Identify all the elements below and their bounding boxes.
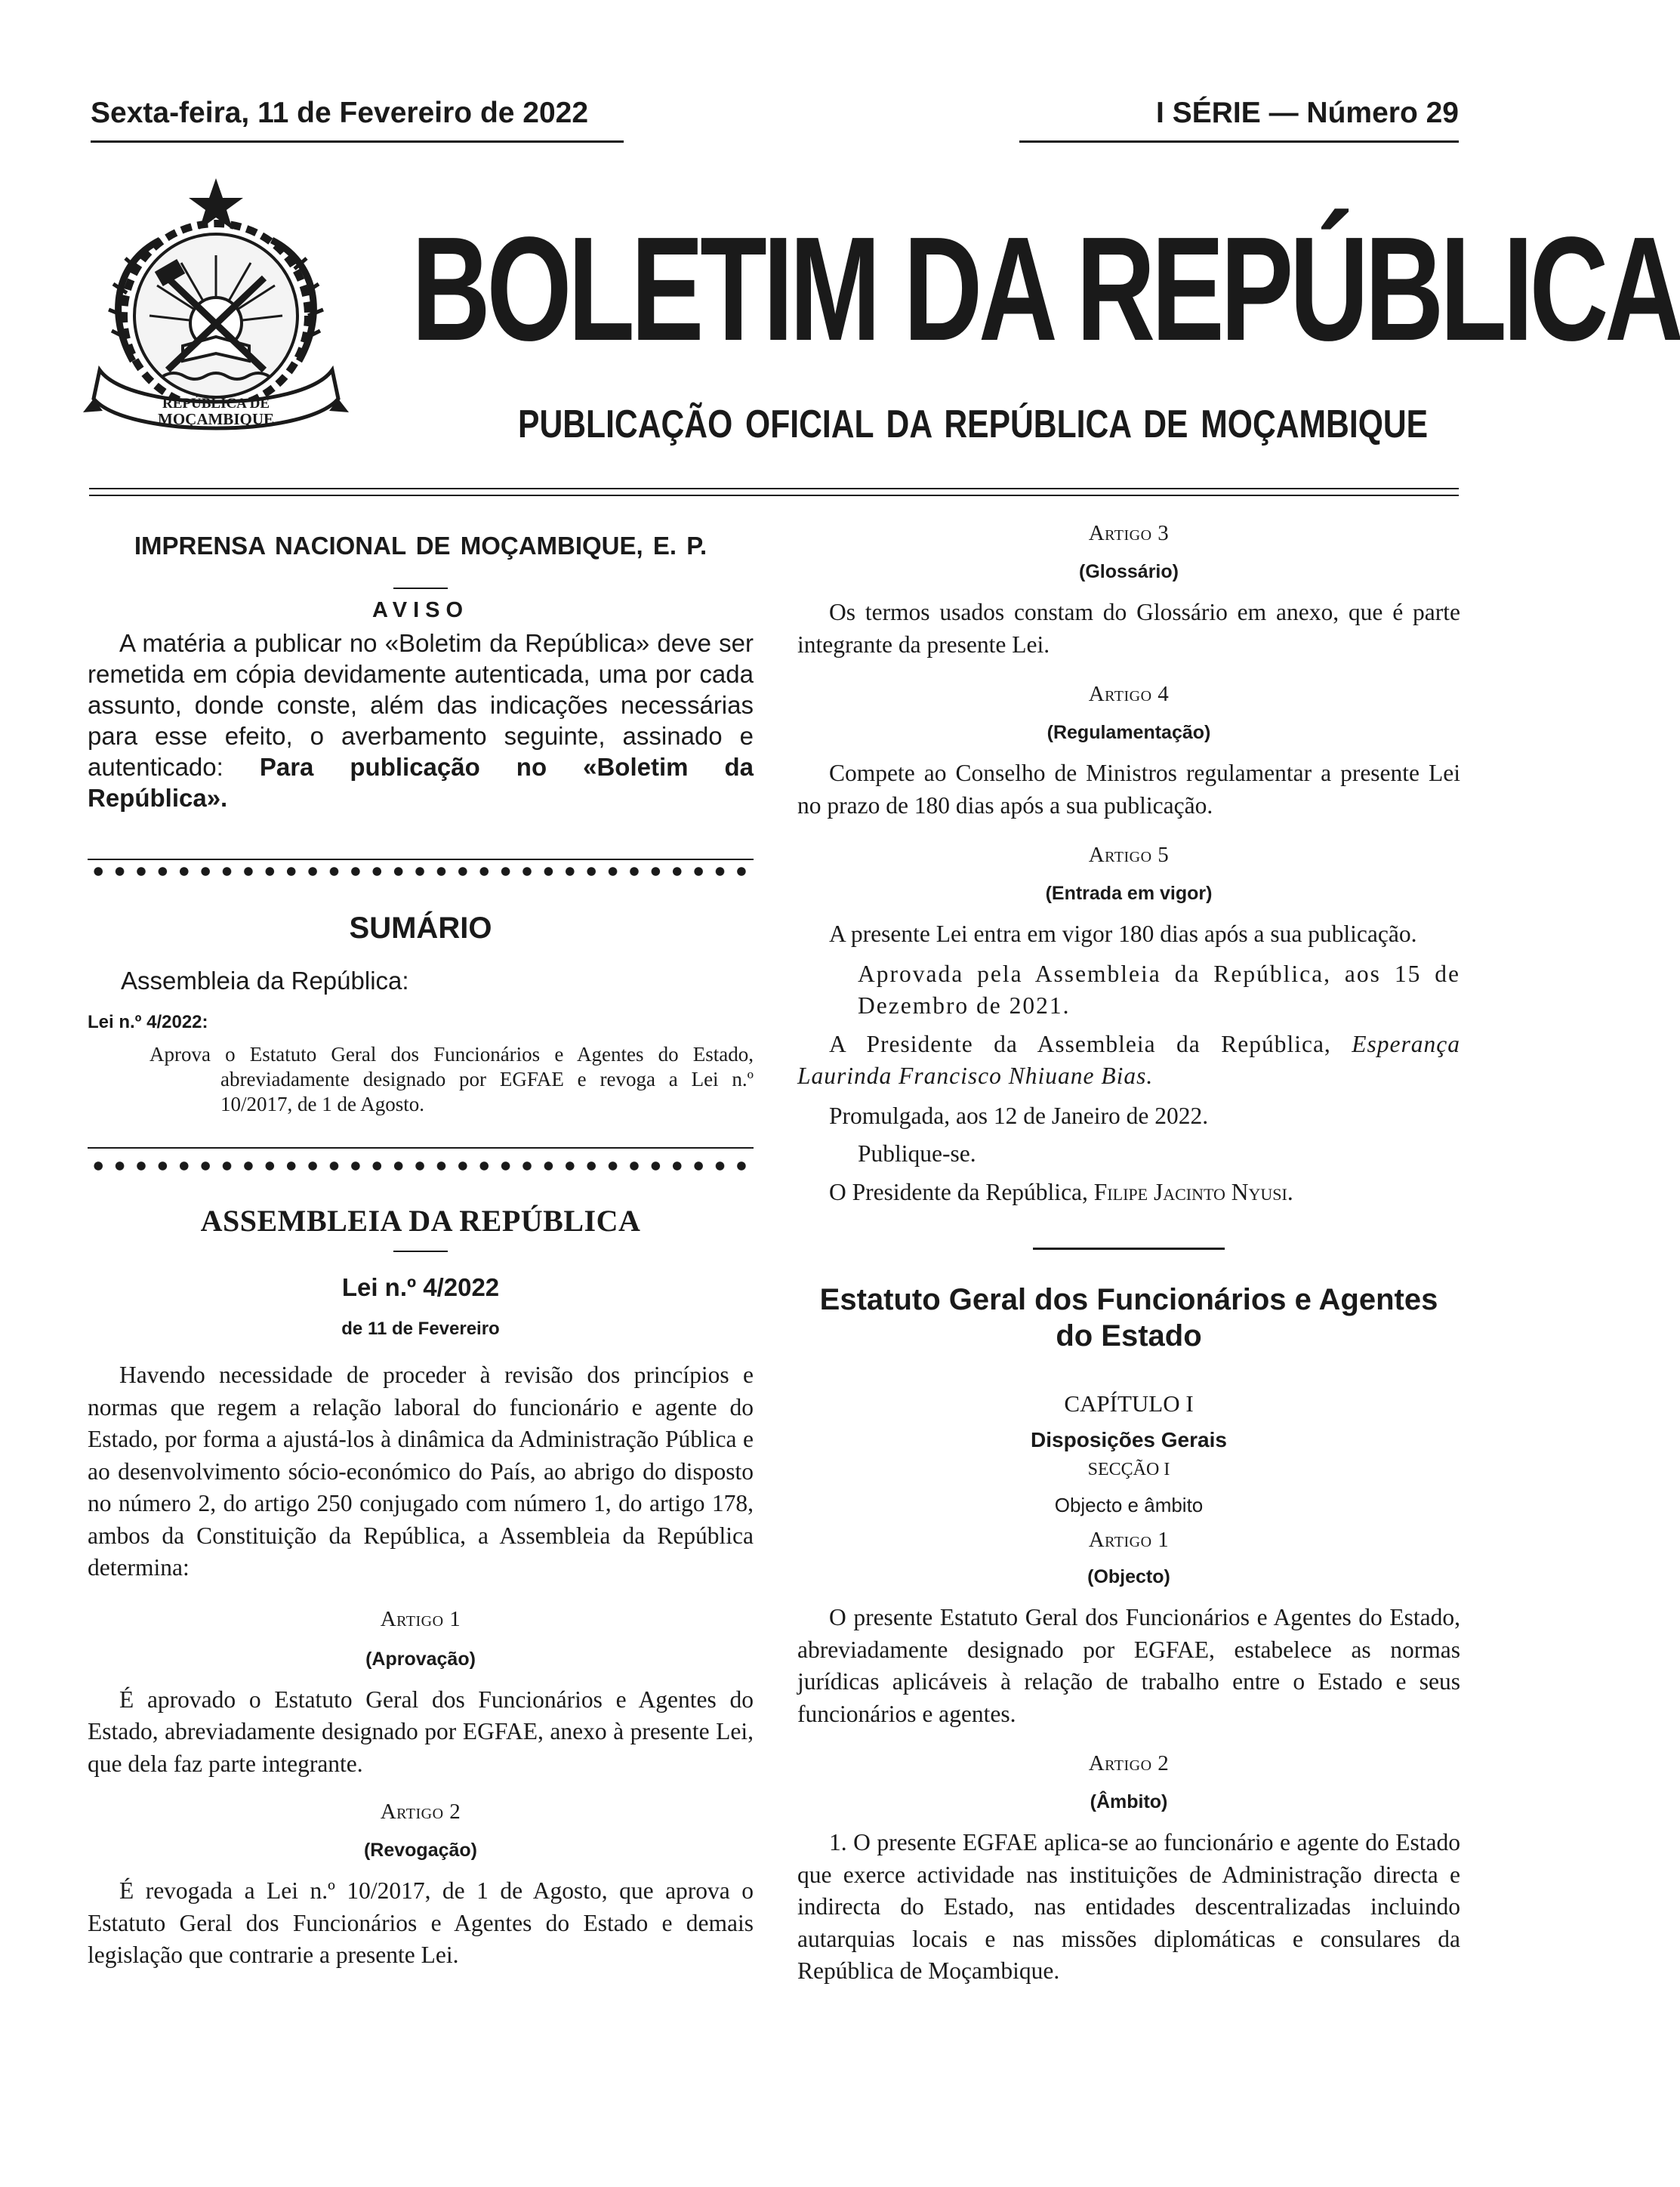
aviso-rule [393, 588, 448, 589]
emblem-text-republica: REPÚBLICA DE [162, 396, 270, 412]
estatuto-artigo-2-text: 1. O presente EGFAE aplica-se ao funcionário e agente do Estado que exerce actividade nas instituições de Administração directa e indirecta do Estado, nas entidades descentralizadas incluindo autarquias locais e nas missões diplomáticas e consulares da República de Moçambique. [797, 1829, 1460, 1984]
artigo-2-text: É revogada a Lei n.º 10/2017, de 1 de Agosto, que aprova o Estatuto Geral dos Funcionários e Agentes do Estado e demais legislação que contrarie a presente Lei. [88, 1877, 754, 1968]
disposicoes-heading: Disposições Gerais [1031, 1428, 1227, 1451]
artigo-1-text: É aprovado o Estatuto Geral dos Funcionários e Agentes do Estado, abreviadamente designado por EGFAE, anexo à presente Lei, que dela faz parte integrante. [88, 1686, 754, 1777]
masthead-subtitle: PUBLICAÇÃO OFICIAL DA REPÚBLICA DE MOÇAMBIQUE [518, 403, 1429, 446]
artigo-5-label: Artigo 5 [1088, 843, 1170, 867]
aviso-text [88, 628, 754, 813]
coat-of-arms-emblem [85, 172, 347, 461]
artigo-4-title: (Regulamentação) [1047, 722, 1211, 743]
left-column [88, 521, 754, 1972]
presidente-signature [797, 1177, 1460, 1209]
assembleia-title: ASSEMBLEIA DA REPÚBLICA [200, 1204, 641, 1238]
series-underline [1019, 140, 1459, 143]
estatuto-title-line-1: Estatuto Geral dos Funcionários e Agentes [819, 1283, 1438, 1316]
header-rule-bottom [89, 495, 1459, 496]
sumario-assembly: Assembleia da República: [121, 967, 409, 995]
artigo-2-title: (Revogação) [363, 1840, 478, 1861]
estatuto-artigo-1-title: (Objecto) [1087, 1566, 1170, 1587]
publique-text: Publique-se. [858, 1140, 976, 1167]
artigo-4-text: Compete ao Conselho de Ministros regulamentar a presente Lei no prazo de 180 dias após a sua publicação. [797, 760, 1460, 819]
artigo-2-label: Artigo 2 [380, 1800, 461, 1824]
lei-date: de 11 de Fevereiro [341, 1319, 500, 1339]
sumario-description: Aprova o Estatuto Geral dos Funcionários e Agentes do Estado, abreviadamente designado por EGFAE e revoga a Lei n.º 10/2017, de 1 de Agosto. [150, 1043, 754, 1115]
lei-title: Lei n.º 4/2022 [341, 1273, 500, 1301]
estatuto-title-line-2: do Estado [1056, 1319, 1202, 1353]
dotted-divider [88, 1159, 754, 1182]
presidente-prefix: O Presidente da República, [829, 1178, 1094, 1205]
dotted-divider [88, 859, 754, 881]
artigo-3-text: Os termos usados constam do Glossário em anexo, que é parte integrante da presente Lei. [797, 599, 1460, 658]
artigo-3-title: (Glossário) [1079, 561, 1179, 582]
promulgada-text: Promulgada, aos 12 de Janeiro de 2022. [829, 1102, 1209, 1129]
publication-date: Sexta-feira, 11 de Fevereiro de 2022 [91, 97, 589, 129]
sumario-title: SUMÁRIO [349, 912, 492, 945]
presidente-assembleia-prefix: A Presidente da Assembleia da República, [829, 1030, 1352, 1057]
presidente-name: Filipe Jacinto Nyusi [1093, 1178, 1287, 1205]
masthead-title: BOLETIM DA REPÚBLICA [412, 206, 1680, 372]
artigo-1-title: (Aprovação) [365, 1648, 476, 1670]
aviso-title: AVISO [371, 598, 470, 622]
artigo-3-label: Artigo 3 [1088, 521, 1170, 545]
presidente-assembleia-signature [797, 1029, 1460, 1093]
seccao-heading: SECÇÃO I [1087, 1460, 1170, 1479]
objecto-ambito-heading: Objecto e âmbito [1054, 1494, 1204, 1516]
artigo-5-text: A presente Lei entra em vigor 180 dias após a sua publicação. [829, 921, 1417, 947]
aprovada-text: Aprovada pela Assembleia da República, aos 15 de Dezembro de 2021. [858, 960, 1460, 1019]
aviso-text-plain: A matéria a publicar no «Boletim da República» deve ser remetida em cópia devidamente autenticada, uma por cada assunto, donde conste, além das indicações necessárias para esse efeito, o averbamento seguinte, assinado e autenticado: [88, 629, 754, 781]
emblem-text-mocambique: MOÇAMBIQUE [158, 410, 274, 428]
sumario-lei: Lei n.º 4/2022: [88, 1012, 208, 1032]
aviso-text-bold: Para publicação no «Boletim da República». [88, 753, 754, 812]
date-underline [91, 140, 624, 143]
estatuto-artigo-2-title: (Âmbito) [1090, 1791, 1168, 1812]
series-number: I SÉRIE — Número 29 [1156, 97, 1459, 129]
estatuto-artigo-1-text: O presente Estatuto Geral dos Funcionários e Agentes do Estado, abreviadamente designado por EGFAE, estabelece as normas jurídicas aplicáveis à relação de trabalho entre o Estado e seus funcionários e agentes. [797, 1604, 1460, 1727]
right-column [797, 521, 1460, 1988]
assembleia-rule [393, 1251, 448, 1252]
artigo-4-label: Artigo 4 [1088, 682, 1170, 706]
artigo-5-title: (Entrada em vigor) [1045, 883, 1213, 904]
estatuto-artigo-2-label: Artigo 2 [1088, 1751, 1170, 1775]
capitulo-heading: CAPÍTULO I [1064, 1390, 1194, 1417]
presidente-end: . [1287, 1178, 1293, 1205]
imprensa-heading: IMPRENSA NACIONAL DE MOÇAMBIQUE, E. P. [134, 532, 707, 560]
header-rule-top [89, 488, 1459, 489]
estatuto-divider [1033, 1248, 1225, 1250]
estatuto-title [797, 1282, 1460, 1354]
sumario-end-rule [88, 1147, 754, 1149]
preamble-text: Havendo necessidade de proceder à revisão dos princípios e normas que regem a relação laboral do funcionário e agente do Estado, por forma a ajustá-los à dinâmica da Administração Pública e ao desenvolvimento sócio-económico do País, ao abrigo do disposto no número 2, do artigo 250 conjugado com número 1, do artigo 178, ambos da Constituição da República, a Assembleia da República determina: [88, 1362, 754, 1581]
estatuto-artigo-1-label: Artigo 1 [1088, 1528, 1170, 1552]
presidente-assembleia-name: Esperança Laurinda Francisco Nhiuane Bias. [797, 1030, 1460, 1089]
artigo-1-label: Artigo 1 [380, 1606, 461, 1631]
